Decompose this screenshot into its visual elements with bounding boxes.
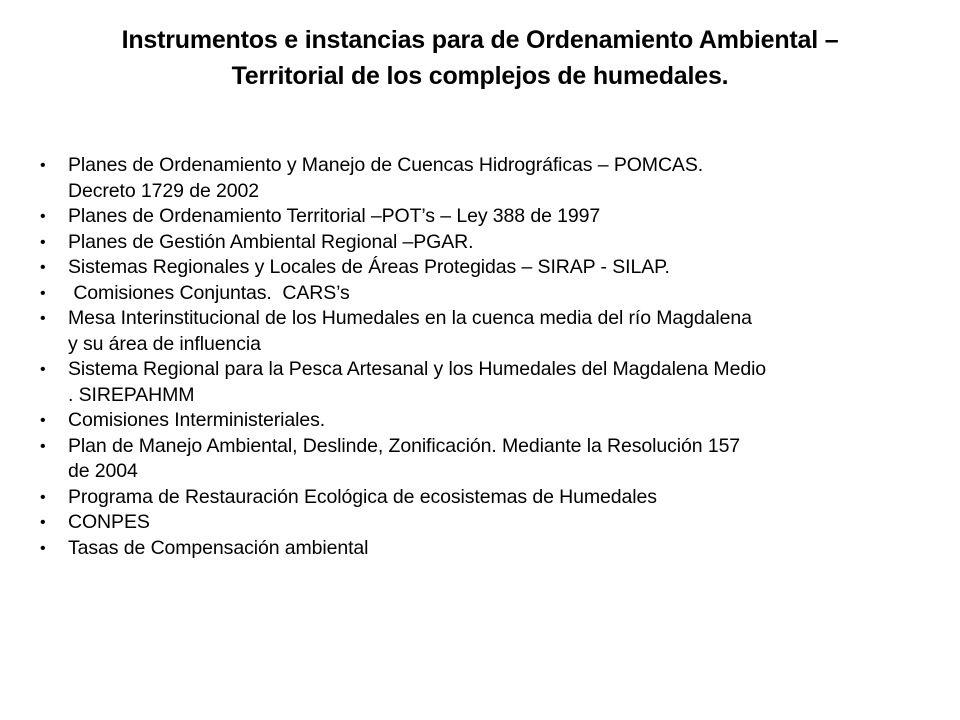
bullet-item-tasas-compensacion	[40, 536, 940, 562]
bullet-item-comisiones-conjuntas	[40, 281, 940, 307]
bullet-dot-icon: •	[40, 284, 46, 302]
bullet-item-pomcas	[40, 153, 940, 204]
bullet-item-mesa-interinstitucional	[40, 306, 940, 357]
bullet-text: Planes de Ordenamiento y Manejo de Cuencas Hidrográficas – POMCAS.	[68, 154, 704, 176]
bullet-item-programa-restauracion	[40, 485, 940, 511]
bullet-item-conpes	[40, 510, 940, 536]
title-line-1: Instrumentos e instancias para de Ordenamiento Ambiental –	[121, 26, 839, 54]
bullet-text: CONPES	[68, 511, 150, 533]
bullet-text: Comisiones Interministeriales.	[68, 409, 326, 431]
bullet-text-continuation: . SIREPAHMM	[68, 383, 195, 406]
bullet-dot-icon: •	[40, 514, 46, 531]
bullet-item-sirepahmm	[40, 357, 940, 408]
bullet-text: Sistema Regional para la Pesca Artesanal y los Humedales del Magdalena Medio	[68, 358, 767, 380]
bullet-text: Planes de Ordenamiento Territorial –POT’s – Ley 388 de 1997	[68, 205, 601, 227]
bullet-text: Planes de Gestión Ambiental Regional –PGAR.	[68, 230, 474, 253]
title-line-2: Territorial de los complejos de humedales.	[231, 62, 729, 90]
bullet-dot-icon: •	[40, 157, 46, 174]
bullet-dot-icon: •	[40, 539, 46, 557]
bullet-item-pgar	[40, 230, 940, 256]
slide-title	[40, 22, 920, 94]
bullet-text: Plan de Manejo Ambiental, Deslinde, Zonificación. Mediante la Resolución 157	[68, 434, 741, 457]
bullet-text-continuation: y su área de influencia	[68, 332, 261, 355]
bullet-item-plan-manejo	[40, 434, 940, 485]
bullet-dot-icon: •	[40, 233, 46, 251]
bullet-item-sirap	[40, 255, 940, 281]
bullet-text: Mesa Interinstitucional de los Humedales en la cuenca media del río Magdalena	[68, 307, 752, 329]
bullet-text: Programa de Restauración Ecológica de ecosistemas de Humedales	[68, 485, 657, 508]
bullet-dot-icon: •	[40, 488, 46, 506]
bullet-text-continuation: Decreto 1729 de 2002	[68, 179, 259, 202]
bullet-text-continuation: de 2004	[68, 460, 138, 482]
bullet-item-pot	[40, 204, 940, 230]
bullet-item-comisiones-interministeriales	[40, 408, 940, 434]
bullet-dot-icon: •	[40, 412, 46, 429]
bullet-dot-icon: •	[40, 361, 46, 378]
bullet-dot-icon: •	[40, 310, 46, 327]
bullet-list	[40, 153, 940, 561]
bullet-dot-icon: •	[40, 259, 46, 276]
bullet-dot-icon: •	[40, 437, 46, 455]
bullet-text: Comisiones Conjuntas. CARS’s	[68, 281, 350, 304]
bullet-text: Tasas de Compensación ambiental	[68, 536, 369, 559]
bullet-text: Sistemas Regionales y Locales de Áreas Protegidas – SIRAP - SILAP.	[68, 256, 670, 278]
bullet-dot-icon: •	[40, 208, 46, 225]
